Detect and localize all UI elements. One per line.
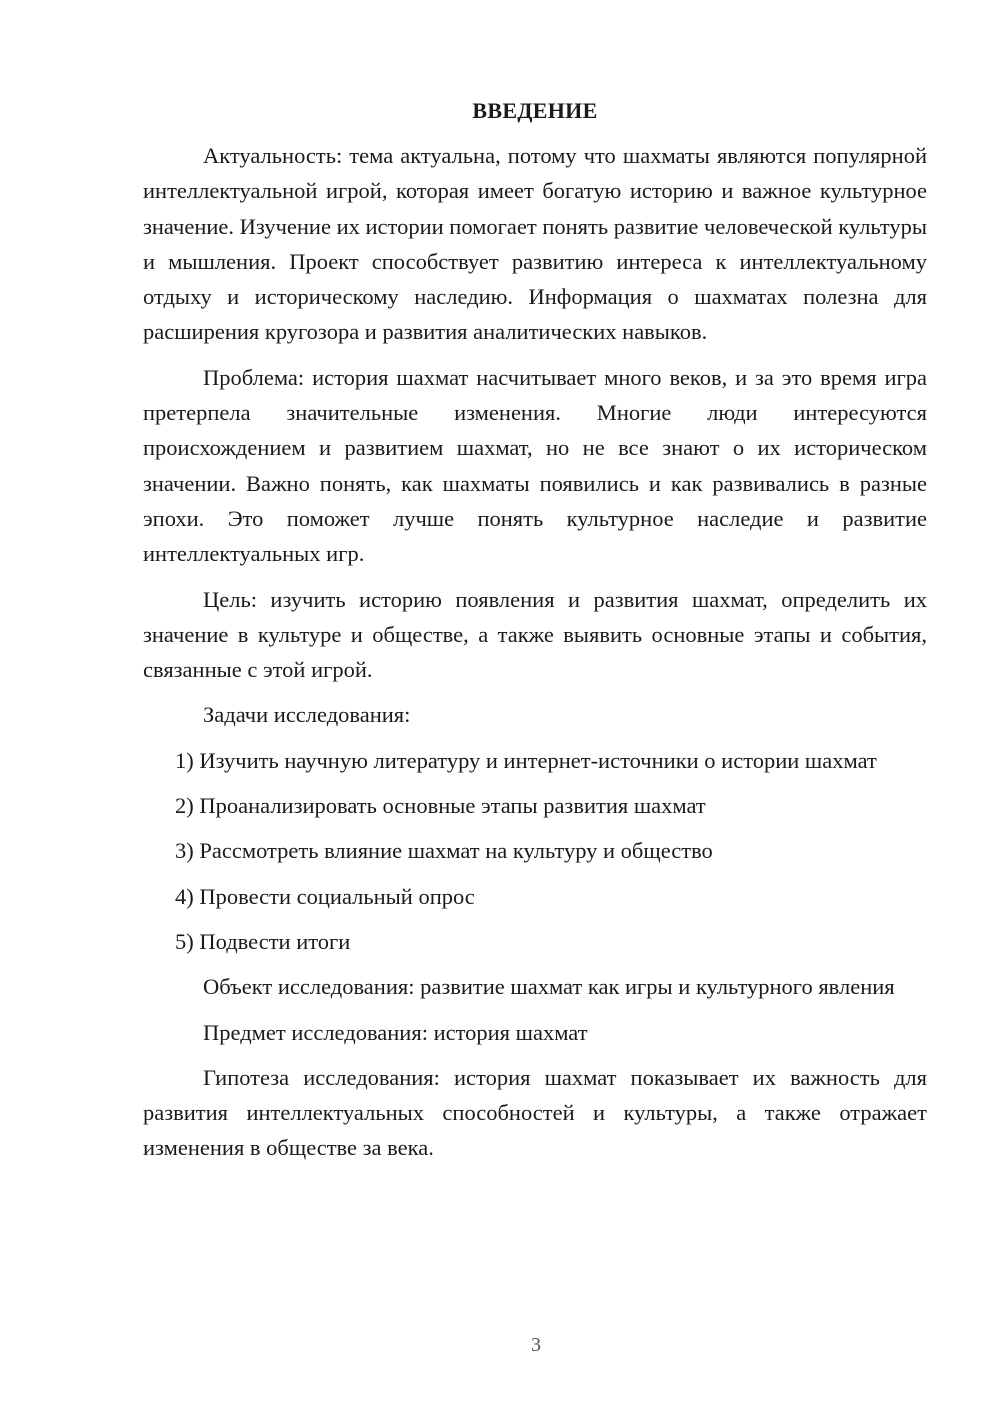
paragraph-object: Объект исследования: развитие шахмат как игры и культурного явления (203, 974, 895, 1000)
task-item-3: 3) Рассмотреть влияние шахмат на культуру и общество (175, 838, 713, 864)
paragraph-problem: Проблема: история шахмат насчитывает много веков, и за это время игра претерпела значительные изменения. Многие люди интересуются происхождением и развитием шахмат, но не все знают о их историческом значении. Важно понять, как шахматы появились и как развивались в разные эпохи. Это поможет лучше понять культурное наследие и развитие интеллектуальных игр. (143, 364, 927, 567)
page-number: 3 (531, 1334, 541, 1356)
task-item-4: 4) Провести социальный опрос (175, 883, 475, 909)
paragraph-goal: Цель: изучить историю появления и развития шахмат, определить их значение в культуре и обществе, а также выявить основные этапы и события, связанные с этой игрой. (143, 586, 927, 683)
paragraph-relevance: Актуальность: тема актуальна, потому что шахматы являются популярной интеллектуальной игрой, которая имеет богатую историю и важное культурное значение. Изучение их истории помогает понять развитие человеческой культуры и мышления. Проект способствует развитию интереса к интеллектуальному отдыху и историческому наследию. Информация о шахматах полезна для расширения кругозора и развития аналитических навыков. (143, 143, 927, 345)
section-heading: ВВЕДЕНИЕ (472, 98, 598, 123)
task-item-1: 1) Изучить научную литературу и интернет-источники о истории шахмат (175, 747, 877, 773)
paragraph-hypothesis: Гипотеза исследования: история шахмат показывает их важность для развития интеллектуальных способностей и культуры, а также отражает изменения в обществе за века. (143, 1064, 927, 1161)
tasks-list (143, 743, 927, 959)
page-content (143, 96, 927, 1176)
paragraph-subject: Предмет исследования: история шахмат (203, 1019, 588, 1045)
task-item-5: 5) Подвести итоги (175, 928, 351, 954)
task-item-2: 2) Проанализировать основные этапы развития шахмат (175, 793, 706, 819)
tasks-label: Задачи исследования: (203, 702, 411, 728)
